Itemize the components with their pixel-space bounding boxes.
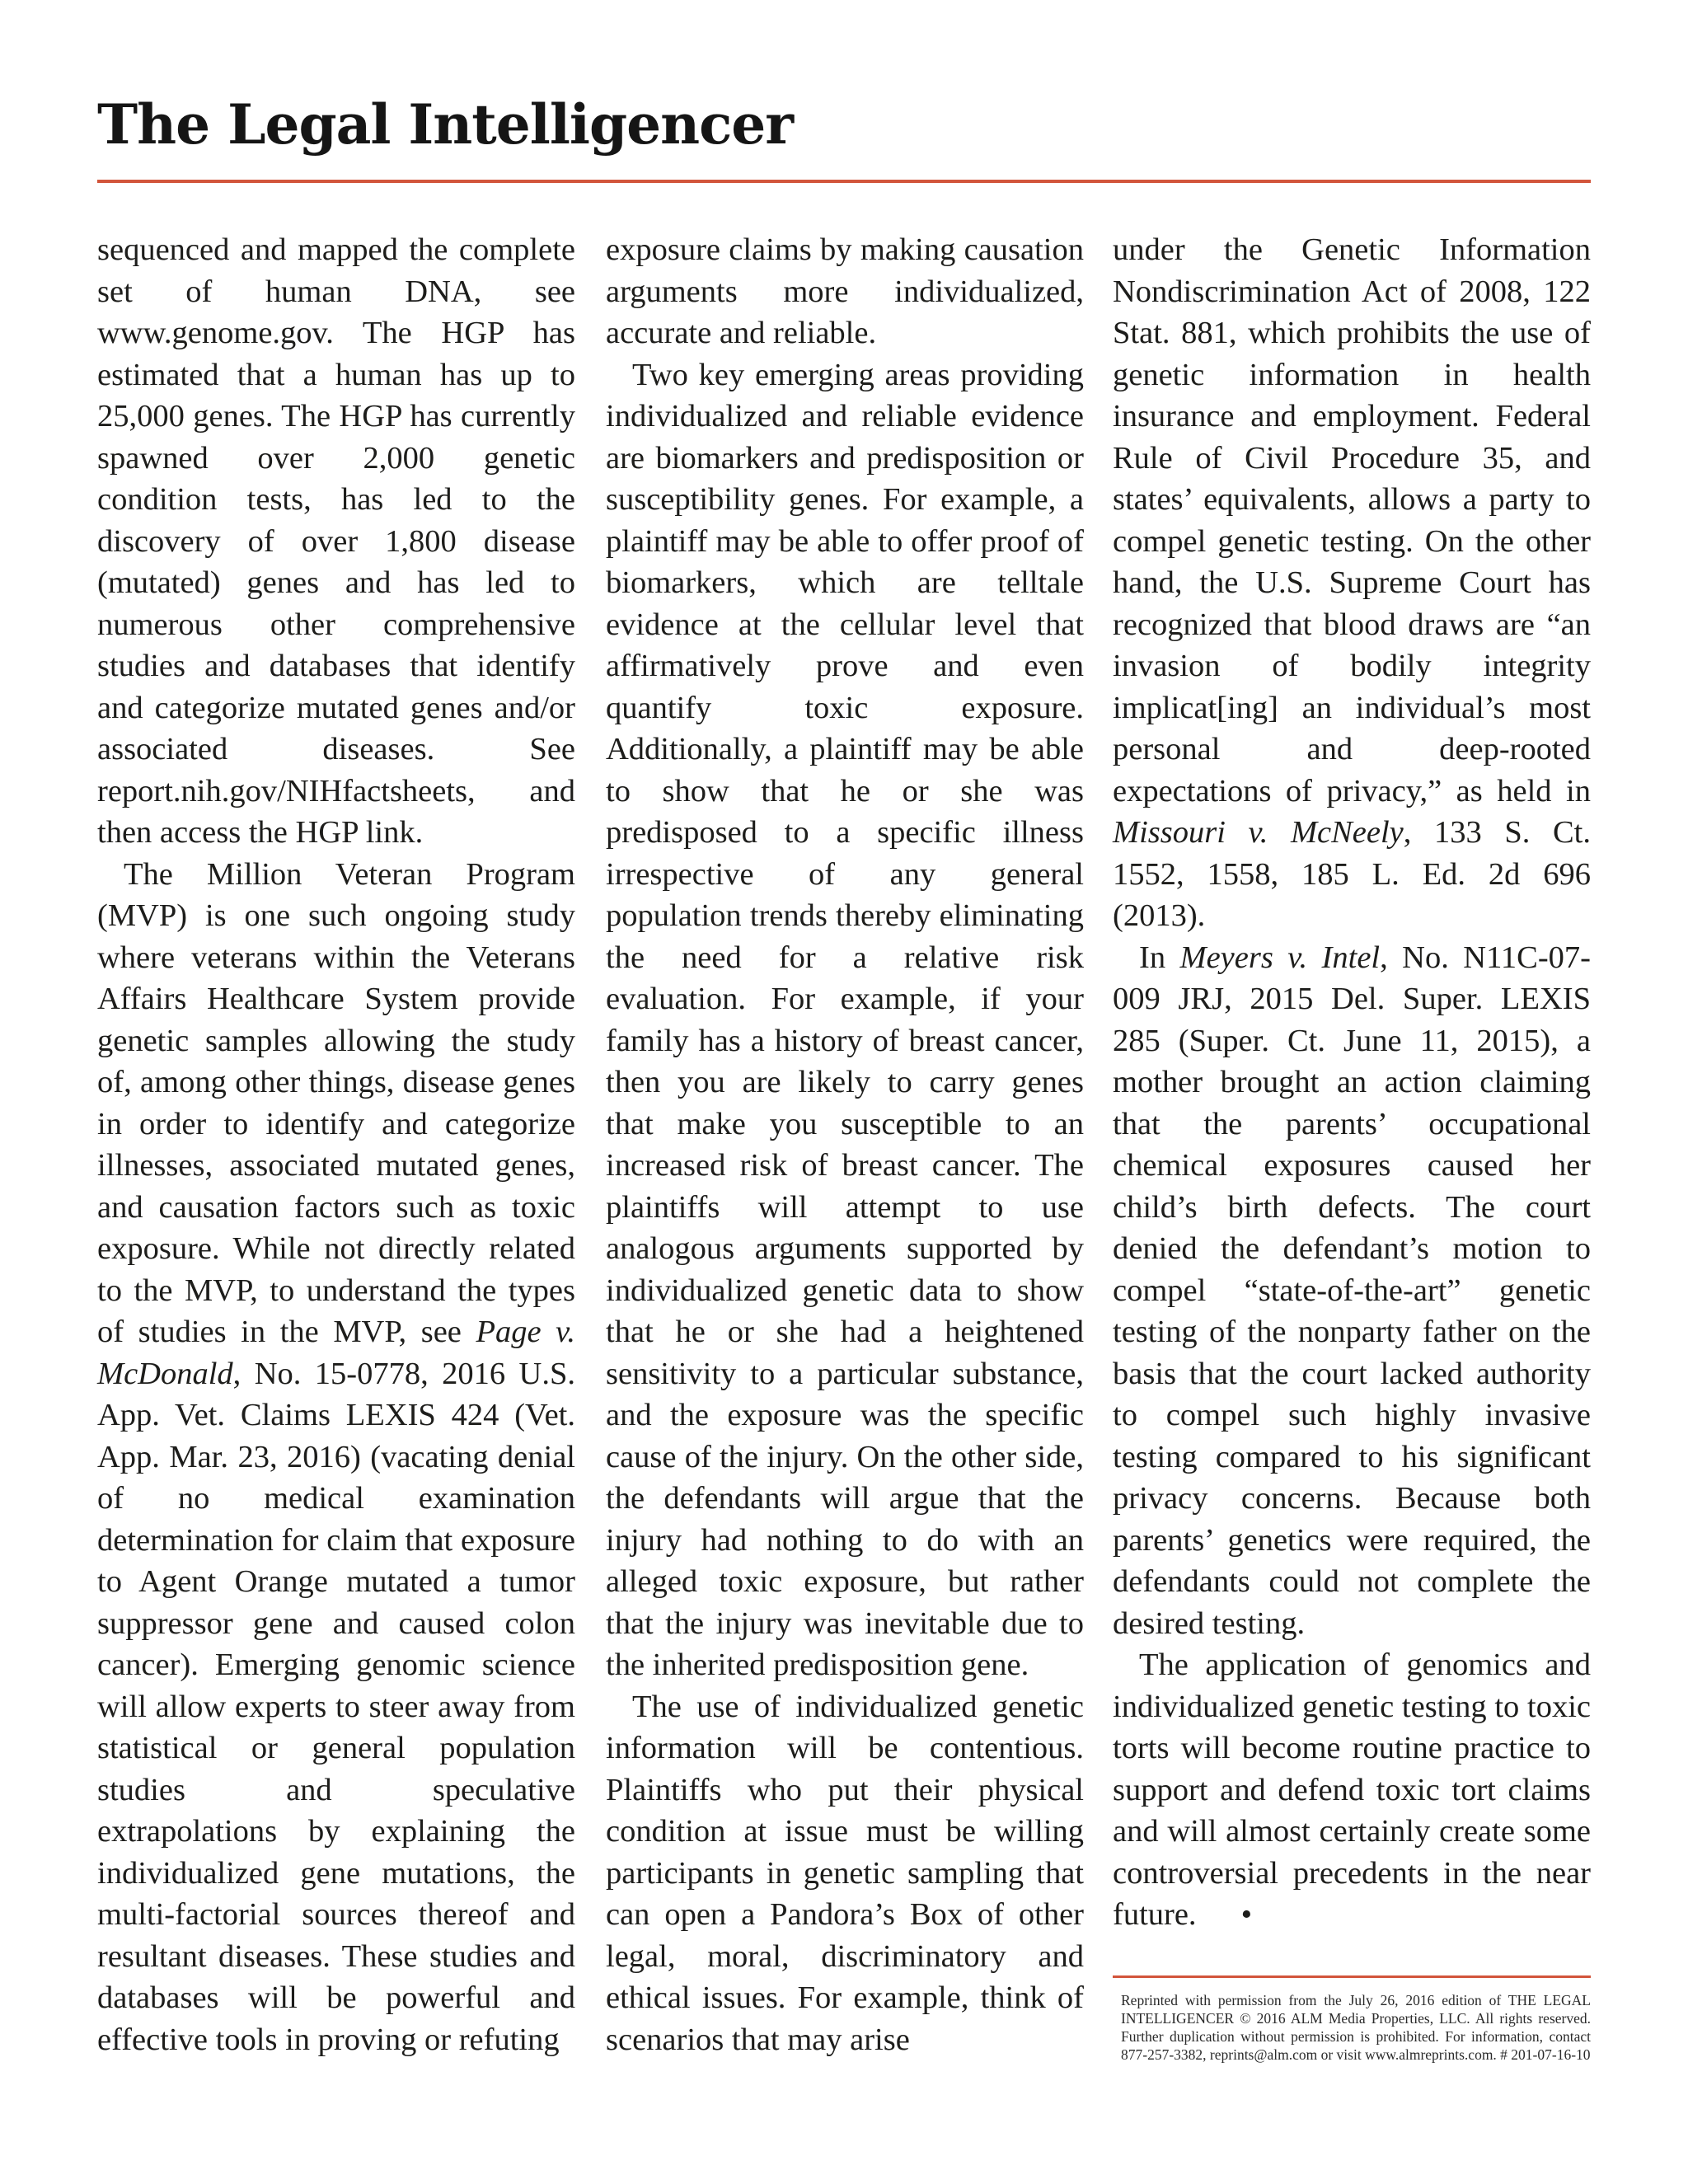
masthead-logo: The Legal Intelligencer bbox=[97, 92, 794, 157]
reprint-notice: Reprinted with permission from the July 26, 2016 edition of THE LEGAL INTELLIGENCER © 2016 ALM Media Properties, LLC. All rights reserved. Further duplication without permission is prohibited. For information, contact 877-257-3382, reprints@alm.com or visit www.almreprints.com. # 201-07-16-10 bbox=[1121, 1992, 1591, 2063]
paragraph: The Million Veteran Program (MVP) is one such ongoing study where veterans within the Veterans Affairs Healthcare System provide genetic samples allowing the study of, among other things, disease genes in order to identify and categorize illnesses, associated mutated genes, and causation factors such as toxic exposure. While not directly related to the MVP, to understand the types of studies in the MVP, see Page v. McDonald, No. 15-0778, 2016 U.S. App. Vet. Claims LEXIS 424 (Vet. App. Mar. 23, 2016) (vacating denial of no medical examination determination for claim that exposure to Agent Orange mutated a tumor suppressor gene and caused colon cancer). Emerging genomic science will allow experts to steer away from statistical or general population studies and speculative extrapolations by explaining the individualized gene mutations, the multi-factorial sources thereof and resultant diseases. These studies and databases will be powerful and effective tools in proving or refuting bbox=[97, 856, 575, 2057]
end-of-article-mark: • bbox=[1240, 1897, 1253, 1932]
header-rule bbox=[97, 180, 1591, 183]
paragraph: exposure claims by making causation arguments more individualized, accurate and reliable. bbox=[606, 232, 1084, 350]
reprint-rule bbox=[1113, 1975, 1591, 1978]
case-citation: Missouri v. McNeely bbox=[1113, 815, 1404, 850]
case-citation: Page v. McDonald bbox=[97, 1315, 575, 1391]
article-column-1 bbox=[97, 229, 575, 2060]
paragraph: The use of individualized genetic information will be contentious. Plaintiffs who put their physical condition at issue must be willing participants in genetic sampling that can open a Pandora’s Box of other legal, moral, discriminatory and ethical issues. For example, think of scenarios that may arise bbox=[606, 1689, 1084, 2057]
article-column-2 bbox=[606, 229, 1084, 2060]
paragraph: sequenced and mapped the complete set of human DNA, see www.genome.gov. The HGP has estimated that a human has up to 25,000 genes. The HGP has currently spawned over 2,000 genetic condition tests, has led to the discovery of over 1,800 disease (mutated) genes and has led to numerous other comprehensive studies and databases that identify and categorize mutated genes and/or associated diseases. See report.nih.gov/NIHfactsheets, and then access the HGP link. bbox=[97, 232, 575, 850]
paragraph: In Meyers v. Intel, No. N11C-07-009 JRJ, 2015 Del. Super. LEXIS 285 (Super. Ct. June 11, 2015), a mother brought an action claiming that the parents’ occupational chemical exposures caused her child’s birth defects. The court denied the defendant’s motion to compel “state-of-the-art” genetic testing of the nonparty father on the basis that the court lacked authority to compel such highly invasive testing compared to his significant privacy concerns. Because both parents’ genetics were required, the defendants could not complete the desired testing. bbox=[1113, 940, 1591, 1641]
paragraph: under the Genetic Information Nondiscrimination Act of 2008, 122 Stat. 881, which prohibits the use of genetic information in health insurance and employment. Federal Rule of Civil Procedure 35, and states’ equivalents, allows a party to compel genetic testing. On the other hand, the U.S. Supreme Court has recognized that blood draws are “an invasion of bodily integrity implicat[ing] an individual’s most personal and deep-rooted expectations of privacy,” as held in Missouri v. McNeely, 133 S. Ct. 1552, 1558, 185 L. Ed. 2d 696 (2013). bbox=[1113, 232, 1591, 933]
paragraph: Two key emerging areas providing individualized and reliable evidence are biomarkers and predisposition or susceptibility genes. For example, a plaintiff may be able to offer proof of biomarkers, which are telltale evidence at the cellular level that affirmatively prove and even quantify toxic exposure. Additionally, a plaintiff may be able to show that he or she was predisposed to a specific illness irrespective of any general population trends thereby eliminating the need for a relative risk evaluation. For example, if your family has a history of breast cancer, then you are likely to carry genes that make you susceptible to an increased risk of breast cancer. The plaintiffs will attempt to use analogous arguments supported by individualized genetic data to show that he or she had a heightened sensitivity to a particular substance, and the exposure was the specific cause of the injury. On the other side, the defendants will argue that the injury had nothing to do with an alleged toxic exposure, but rather that the injury was inevitable due to the inherited predisposition gene. bbox=[606, 357, 1084, 1682]
paragraph: The application of genomics and individualized genetic testing to toxic torts will become routine practice to support and defend toxic tort claims and will almost certainly create some controversial precedents in the near future. • bbox=[1113, 1644, 1591, 1936]
article-column-3 bbox=[1113, 229, 1591, 1936]
case-citation: Meyers v. Intel bbox=[1179, 940, 1381, 975]
